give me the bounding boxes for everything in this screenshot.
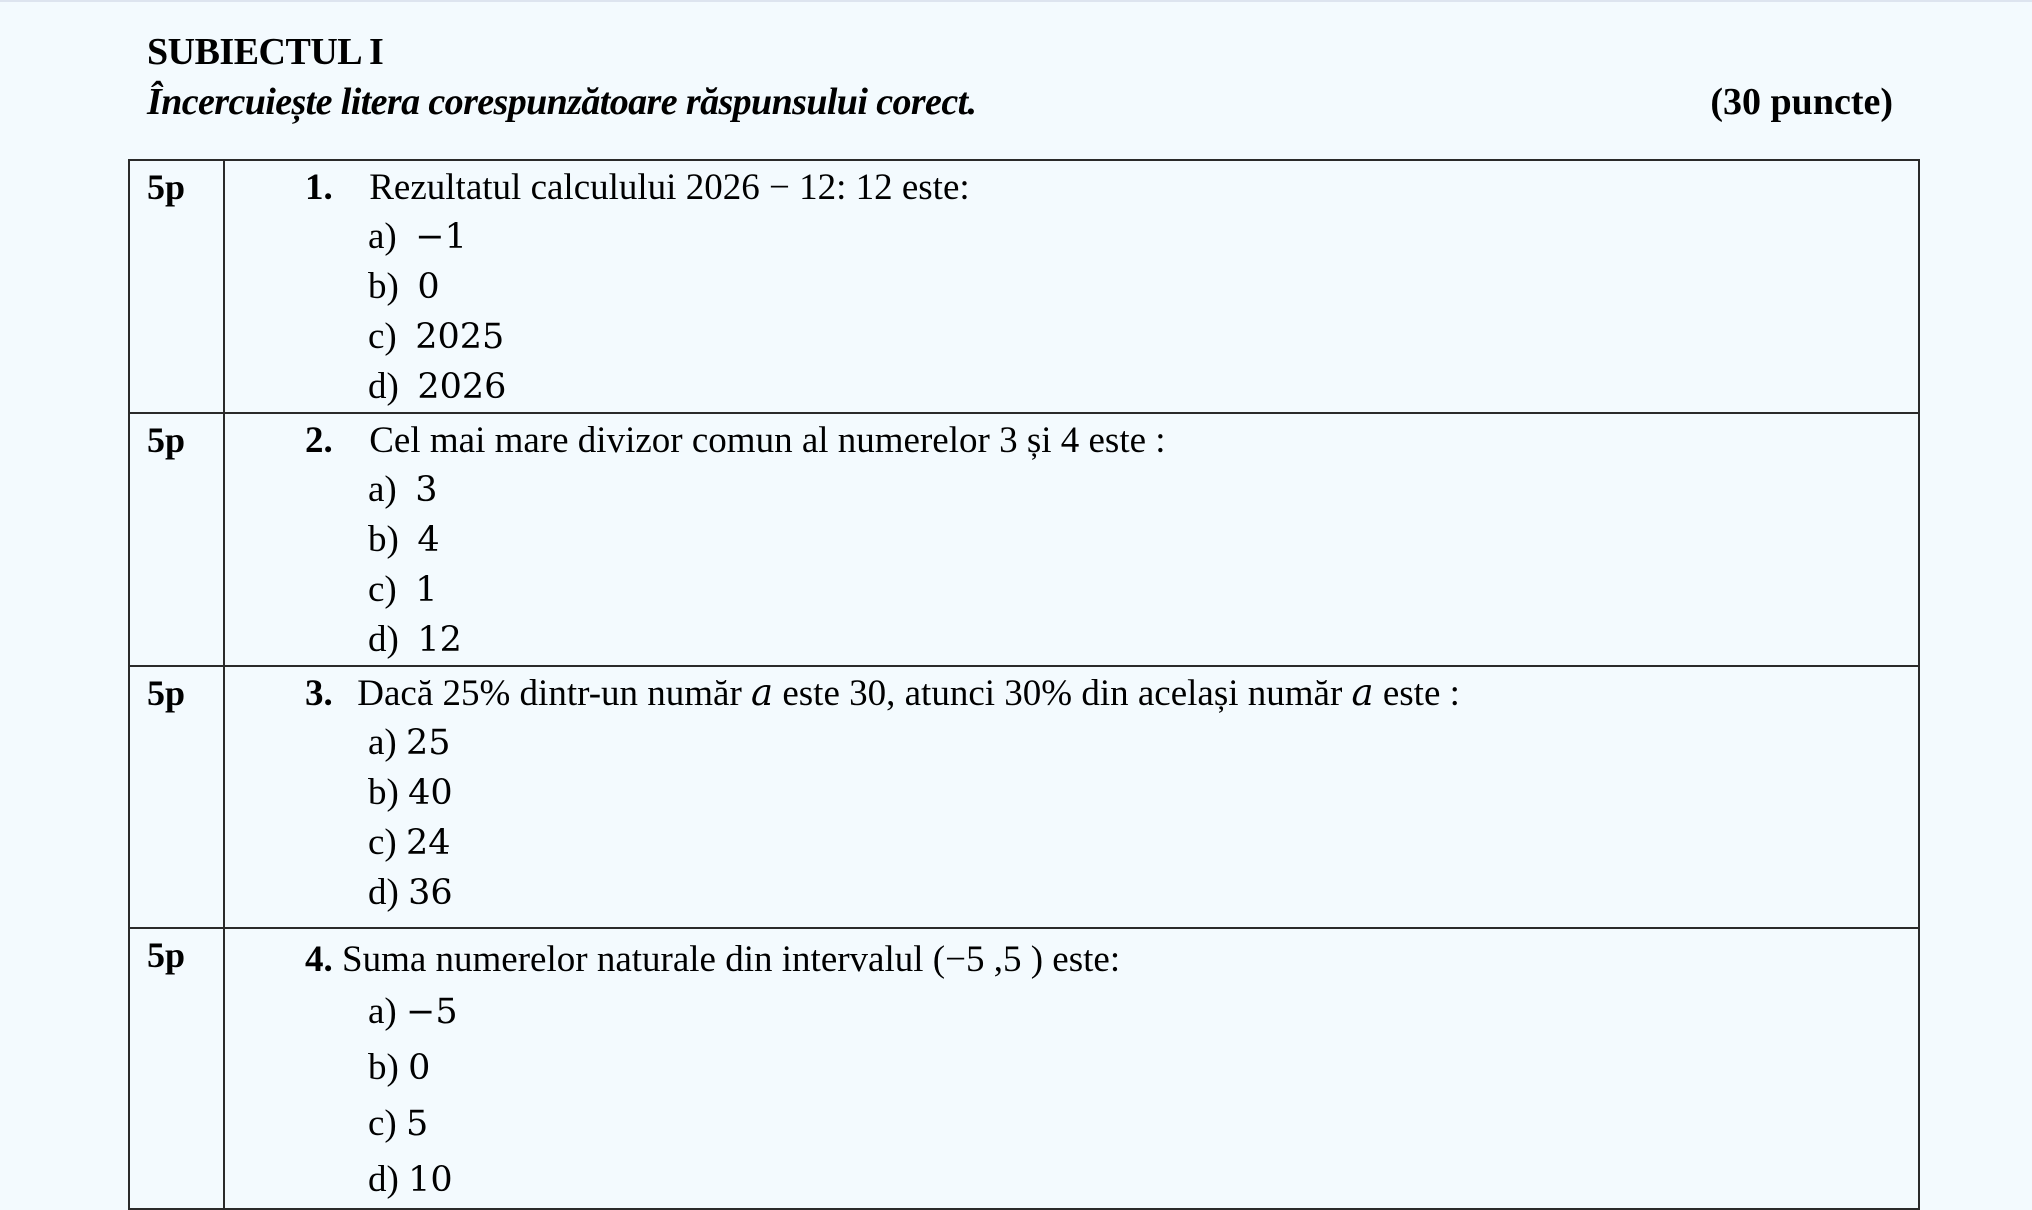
question-text: Cel mai mare divizor comun al numerelor 3 și 4 este :: [369, 420, 1166, 461]
question-row-4: [129, 928, 1919, 1209]
question-text: Suma numerelor naturale din intervalul (−5 ,5 ) este:: [342, 939, 1121, 980]
section-title: SUBIECTUL I: [147, 31, 384, 73]
option-a[interactable]: a) −5: [368, 991, 458, 1032]
option-b[interactable]: b) 40: [368, 772, 453, 813]
question-row-3: [129, 666, 1919, 928]
question-number: 4.: [305, 939, 333, 980]
question-points: 5p: [147, 935, 186, 975]
option-d[interactable]: d) 36: [368, 872, 453, 913]
option-a[interactable]: a) 25: [368, 722, 451, 763]
option-b[interactable]: b) 0: [368, 266, 440, 307]
instruction-text: Încercuiește litera corespunzătoare răspunsului corect.: [147, 81, 977, 123]
option-a[interactable]: a) 3: [368, 469, 438, 510]
question-text: Rezultatul calculului 2026 − 12: 12 este:: [369, 167, 970, 208]
question-number: 2.: [305, 420, 333, 461]
option-c[interactable]: c) 1: [368, 569, 438, 610]
total-points: (30 puncte): [1710, 81, 1893, 123]
question-points: 5p: [147, 167, 186, 207]
question-row-2: [129, 413, 1919, 666]
option-d[interactable]: d) 12: [368, 619, 462, 660]
option-d[interactable]: d) 10: [368, 1159, 453, 1200]
option-b[interactable]: b) 4: [368, 519, 440, 560]
question-number: 3.: [305, 673, 333, 714]
option-c[interactable]: c) 2025: [368, 316, 505, 357]
question-points: 5p: [147, 420, 186, 460]
option-b[interactable]: b) 0: [368, 1047, 431, 1088]
question-text: Dacă 25% dintr-un număr 𝑎 este 30, atunci 30% din același număr 𝑎 este :: [357, 673, 1460, 714]
option-d[interactable]: d) 2026: [368, 366, 507, 407]
question-points: 5p: [147, 673, 186, 713]
option-a[interactable]: a) −1: [368, 216, 467, 257]
question-row-1: [129, 160, 1919, 413]
option-c[interactable]: c) 5: [368, 1103, 429, 1144]
option-c[interactable]: c) 24: [368, 822, 451, 863]
questions-table: [128, 159, 1920, 1210]
question-number: 1.: [305, 167, 333, 208]
